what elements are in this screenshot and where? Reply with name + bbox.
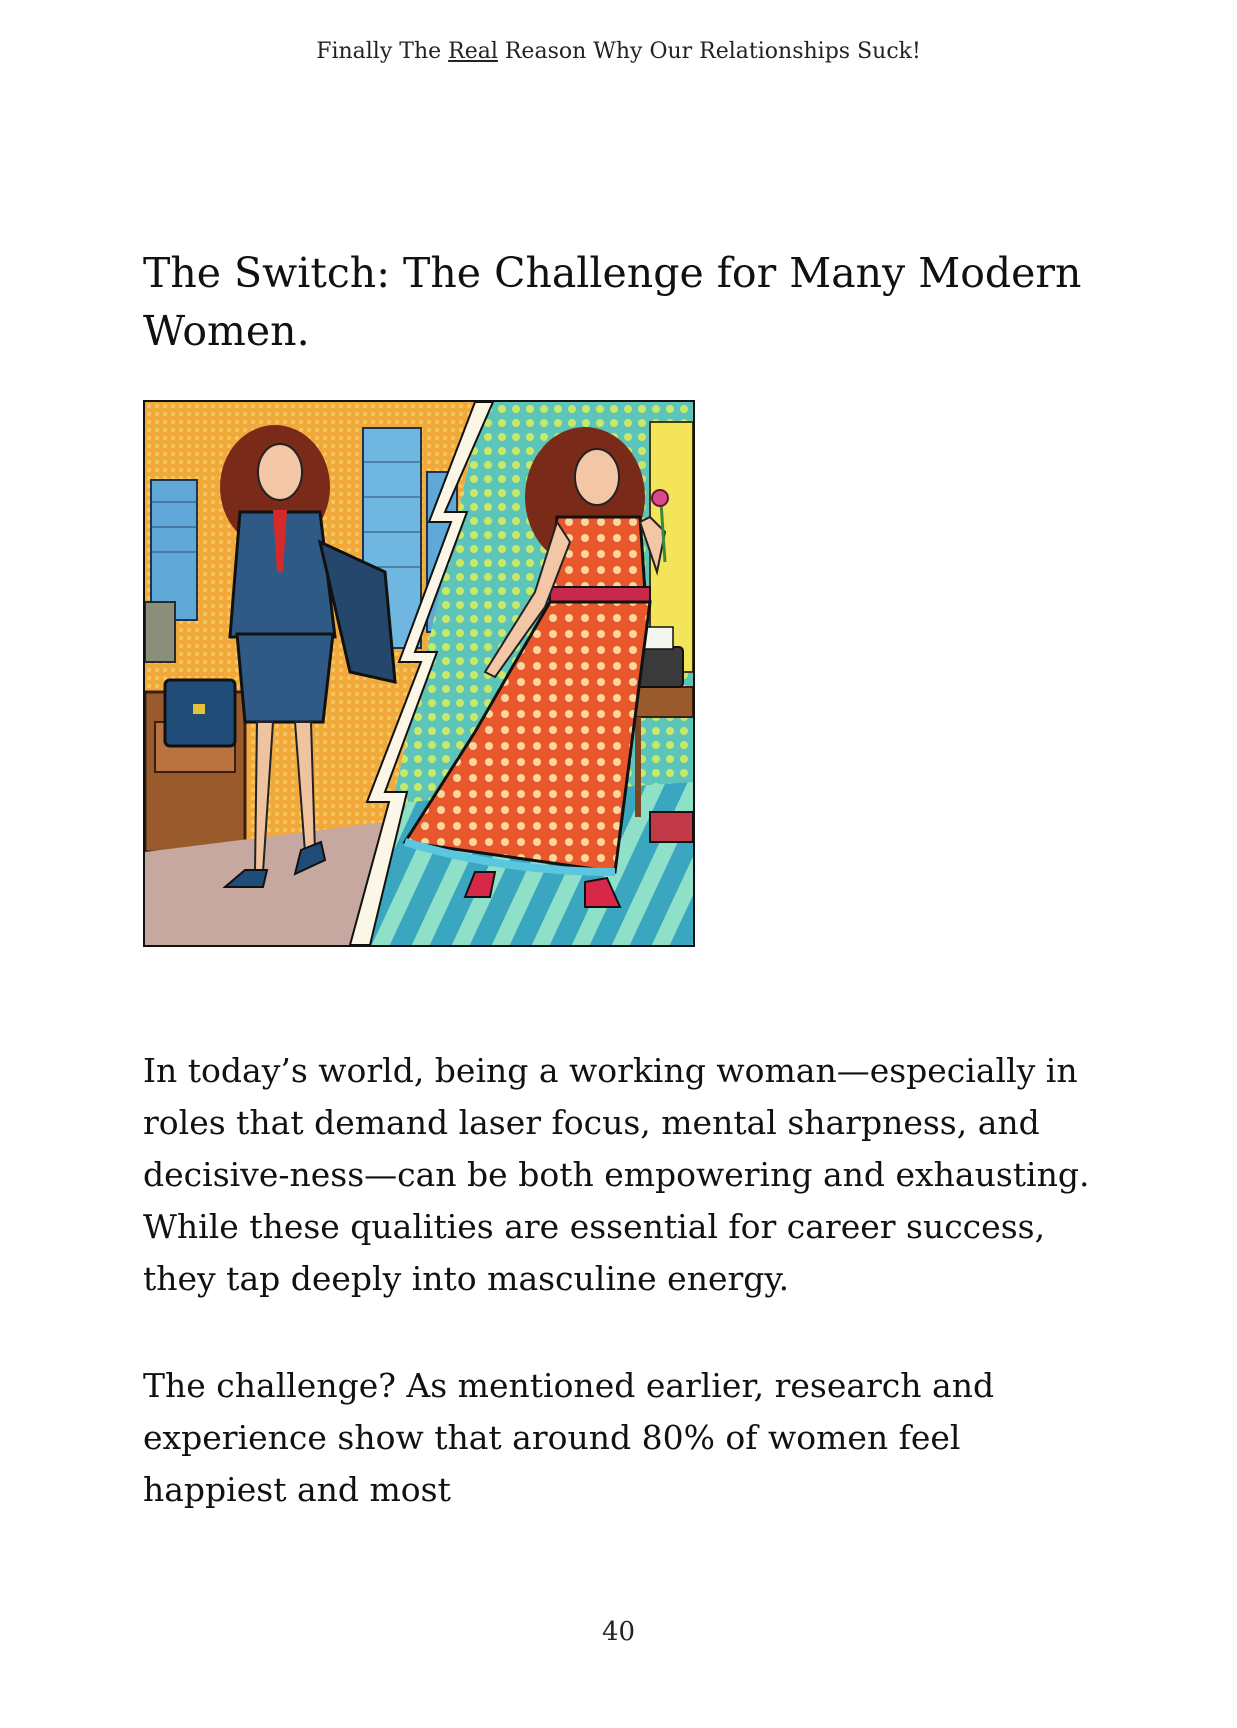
- header-prefix: Finally The: [316, 39, 449, 64]
- body-paragraph-2: The challenge? As mentioned earlier, research and experience show that around 80% of women feel happiest and most: [143, 1366, 995, 1509]
- page-number: 40: [601, 1617, 636, 1647]
- header-underlined-word: Real: [448, 39, 498, 64]
- comic-illustration: [143, 400, 695, 947]
- header-suffix: Reason Why Our Relationships Suck!: [497, 39, 921, 64]
- chapter-title: The Switch: The Challenge for Many Modern Women.: [143, 249, 1082, 355]
- running-header: [0, 38, 1237, 66]
- body-paragraph-1: In today’s world, being a working woman—especially in roles that demand laser focus, mental sharpness, and decisive-ness—can be both empowering and exhausting. While these qualities are essential for career success, they tap deeply into masculine energy.: [143, 1051, 1090, 1298]
